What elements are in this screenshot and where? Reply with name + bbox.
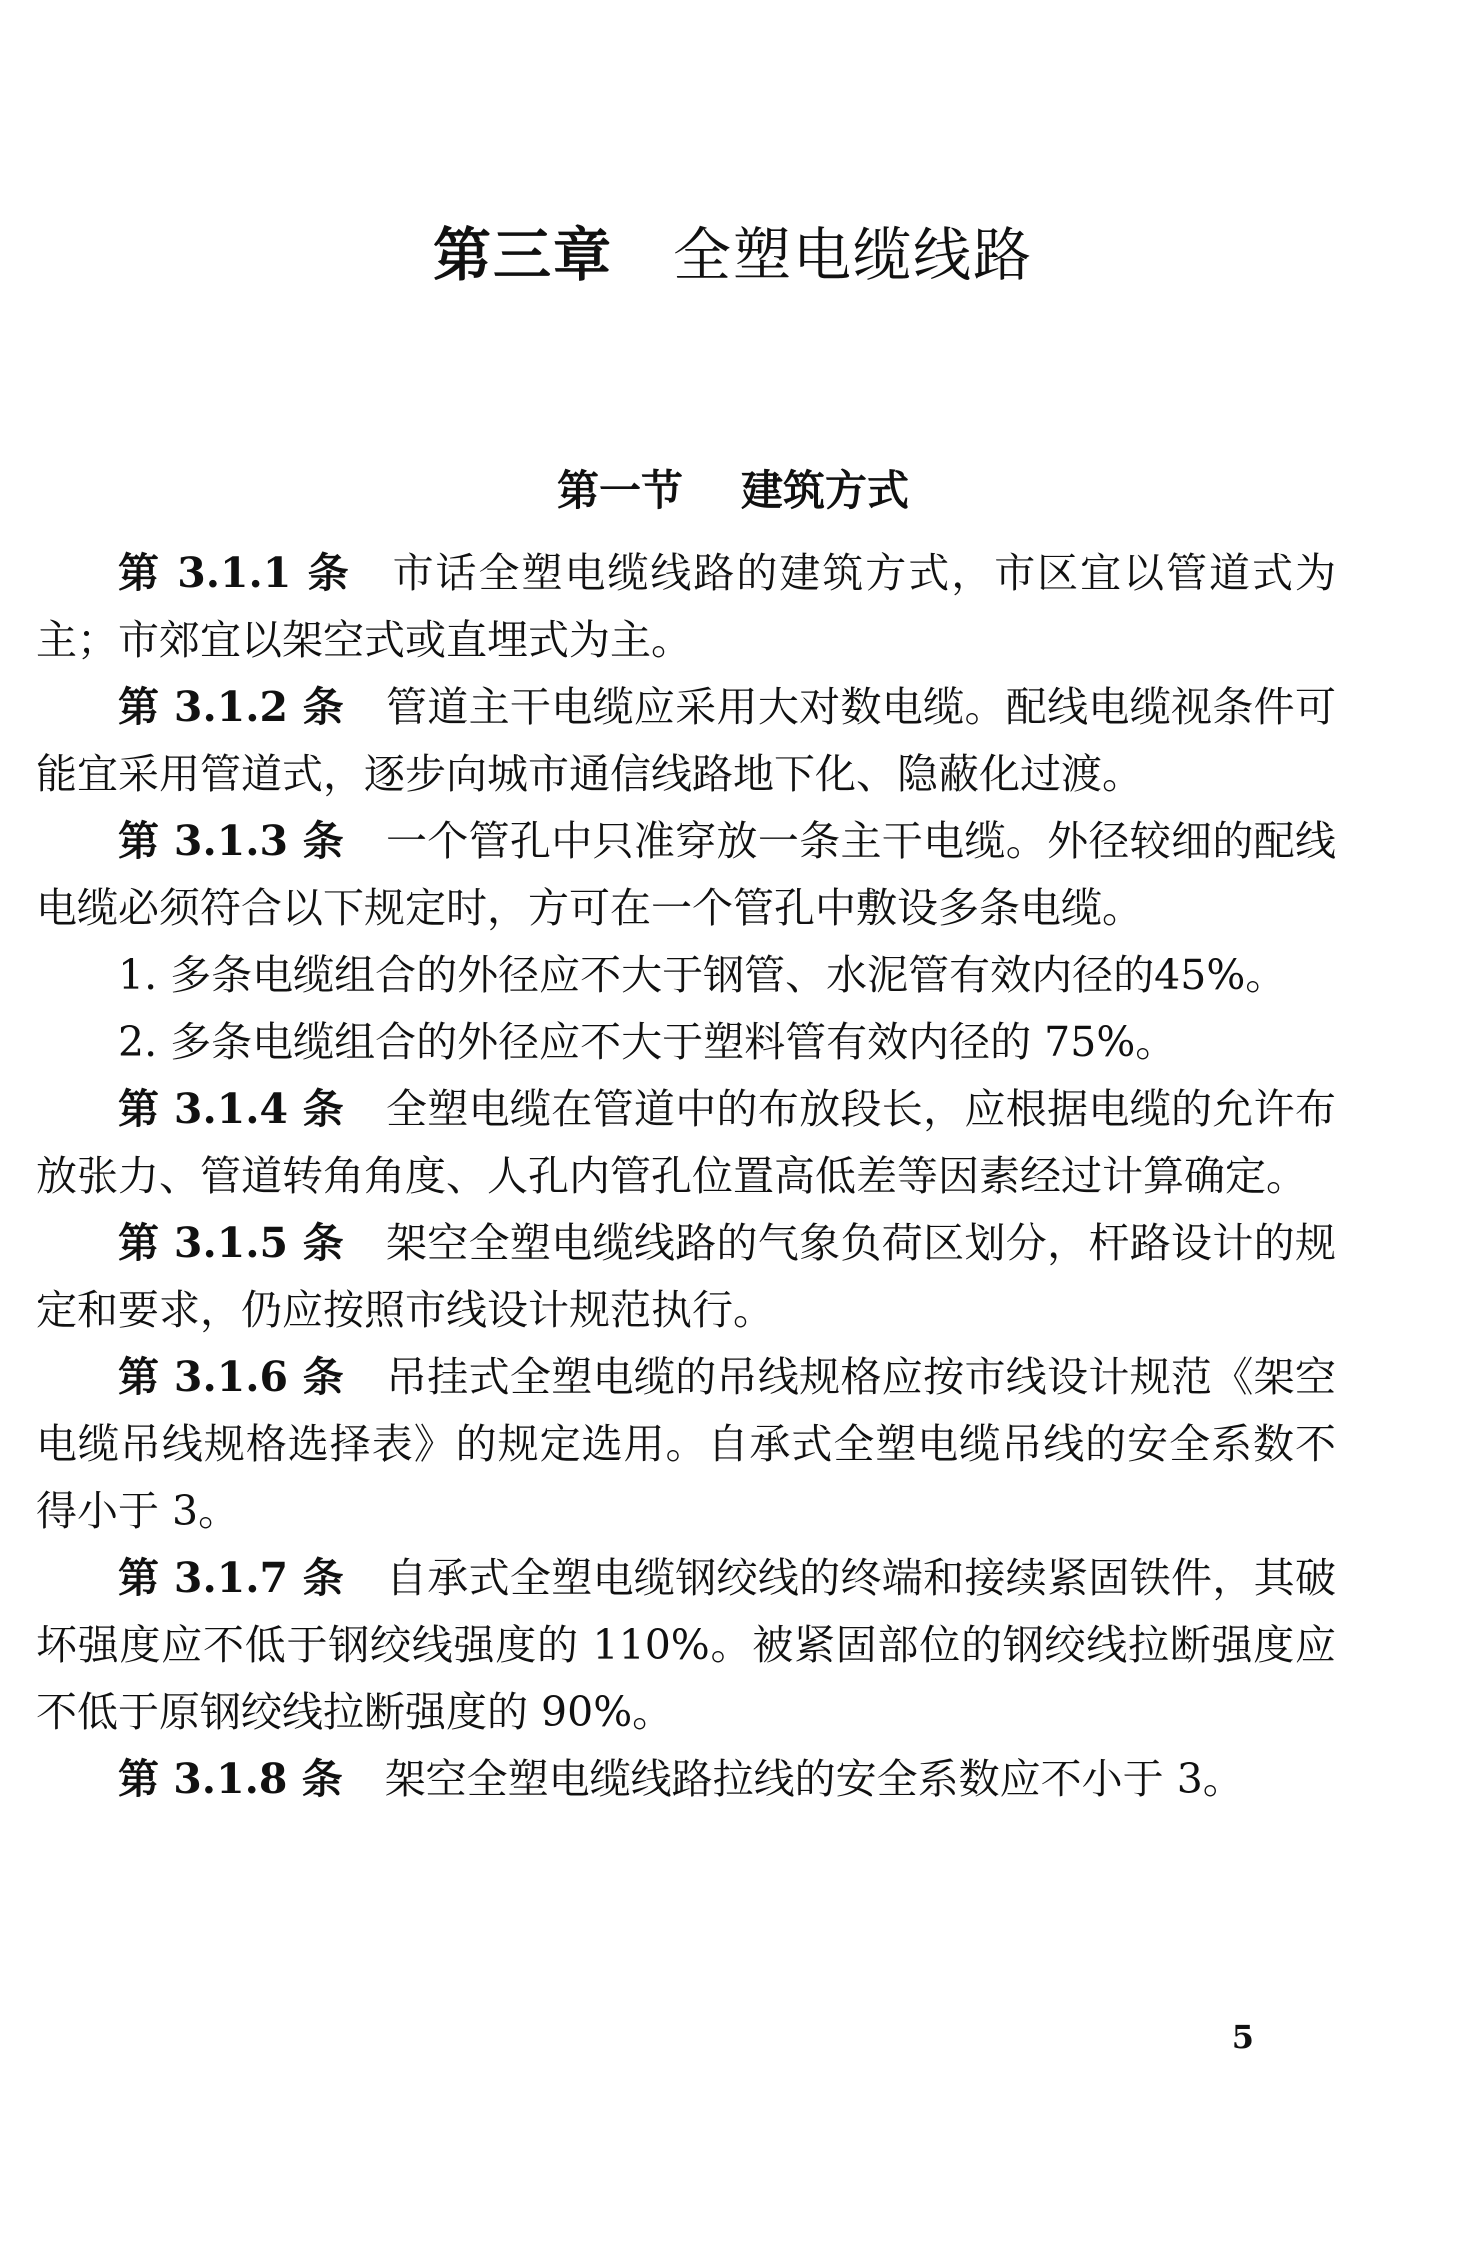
chapter-heading (0, 208, 1466, 292)
article-text: 自承式全塑电缆钢绞线的终端和接续紧固铁件，其破坏强度应不低于钢绞线强度的 110%。被紧固部位的钢绞线拉断强度应不低于原钢绞线拉断强度的 90%。 (36, 1554, 1336, 1736)
body-text (36, 540, 1336, 1813)
article-3-1-8 (36, 1746, 1336, 1813)
article-3-1-7 (36, 1545, 1336, 1746)
article-text: 全塑电缆在管道中的布放段长，应根据电缆的允许布放张力、管道转角角度、人孔内管孔位置高低差等因素经过计算确定。 (36, 1085, 1336, 1200)
page-number: 5 (1231, 2018, 1254, 2056)
article-3-1-6 (36, 1344, 1336, 1545)
article-text: 管道主干电缆应采用大对数电缆。配线电缆视条件可能宜采用管道式，逐步向城市通信线路地下化、隐蔽化过渡。 (36, 683, 1336, 798)
section-heading (0, 458, 1466, 518)
article-text: 架空全塑电缆线路的气象负荷区划分，杆路设计的规定和要求，仍应按照市线设计规范执行。 (36, 1219, 1336, 1334)
article-text: 吊挂式全塑电缆的吊线规格应按市线设计规范《架空电缆吊线规格选择表》的规定选用。自承式全塑电缆吊线的安全系数不得小于 3。 (36, 1353, 1336, 1535)
article-3-1-3 (36, 808, 1336, 942)
article-text: 一个管孔中只准穿放一条主干电缆。外径较细的配线电缆必须符合以下规定时，方可在一个管孔中敷设多条电缆。 (36, 817, 1336, 932)
section-title: 建筑方式 (741, 466, 910, 515)
article-number: 第 3.1.2 条 (118, 683, 344, 731)
chapter-number: 第三章 (432, 221, 613, 289)
article-text: 市话全塑电缆线路的建筑方式，市区宜以管道式为主；市郊宜以架空式或直埋式为主。 (36, 549, 1336, 664)
article-number: 第 3.1.4 条 (118, 1085, 344, 1133)
list-item-1 (36, 942, 1336, 1009)
article-3-1-4 (36, 1076, 1336, 1210)
list-item-text: 1. 多条电缆组合的外径应不大于钢管、水泥管有效内径的45%。 (118, 951, 1287, 999)
article-text: 架空全塑电缆线路拉线的安全系数应不小于 3。 (384, 1755, 1244, 1803)
article-number: 第 3.1.6 条 (118, 1353, 344, 1401)
list-item-text: 2. 多条电缆组合的外径应不大于塑料管有效内径的 75%。 (118, 1018, 1177, 1066)
article-number: 第 3.1.7 条 (118, 1554, 344, 1602)
article-number: 第 3.1.3 条 (118, 817, 344, 865)
section-number: 第一节 (556, 466, 683, 515)
chapter-title: 全塑电缆线路 (673, 221, 1034, 289)
article-number: 第 3.1.8 条 (118, 1755, 343, 1803)
article-number: 第 3.1.1 条 (118, 549, 351, 597)
article-3-1-5 (36, 1210, 1336, 1344)
article-number: 第 3.1.5 条 (118, 1219, 344, 1267)
article-3-1-2 (36, 674, 1336, 808)
list-item-2 (36, 1009, 1336, 1076)
article-3-1-1 (36, 540, 1336, 674)
